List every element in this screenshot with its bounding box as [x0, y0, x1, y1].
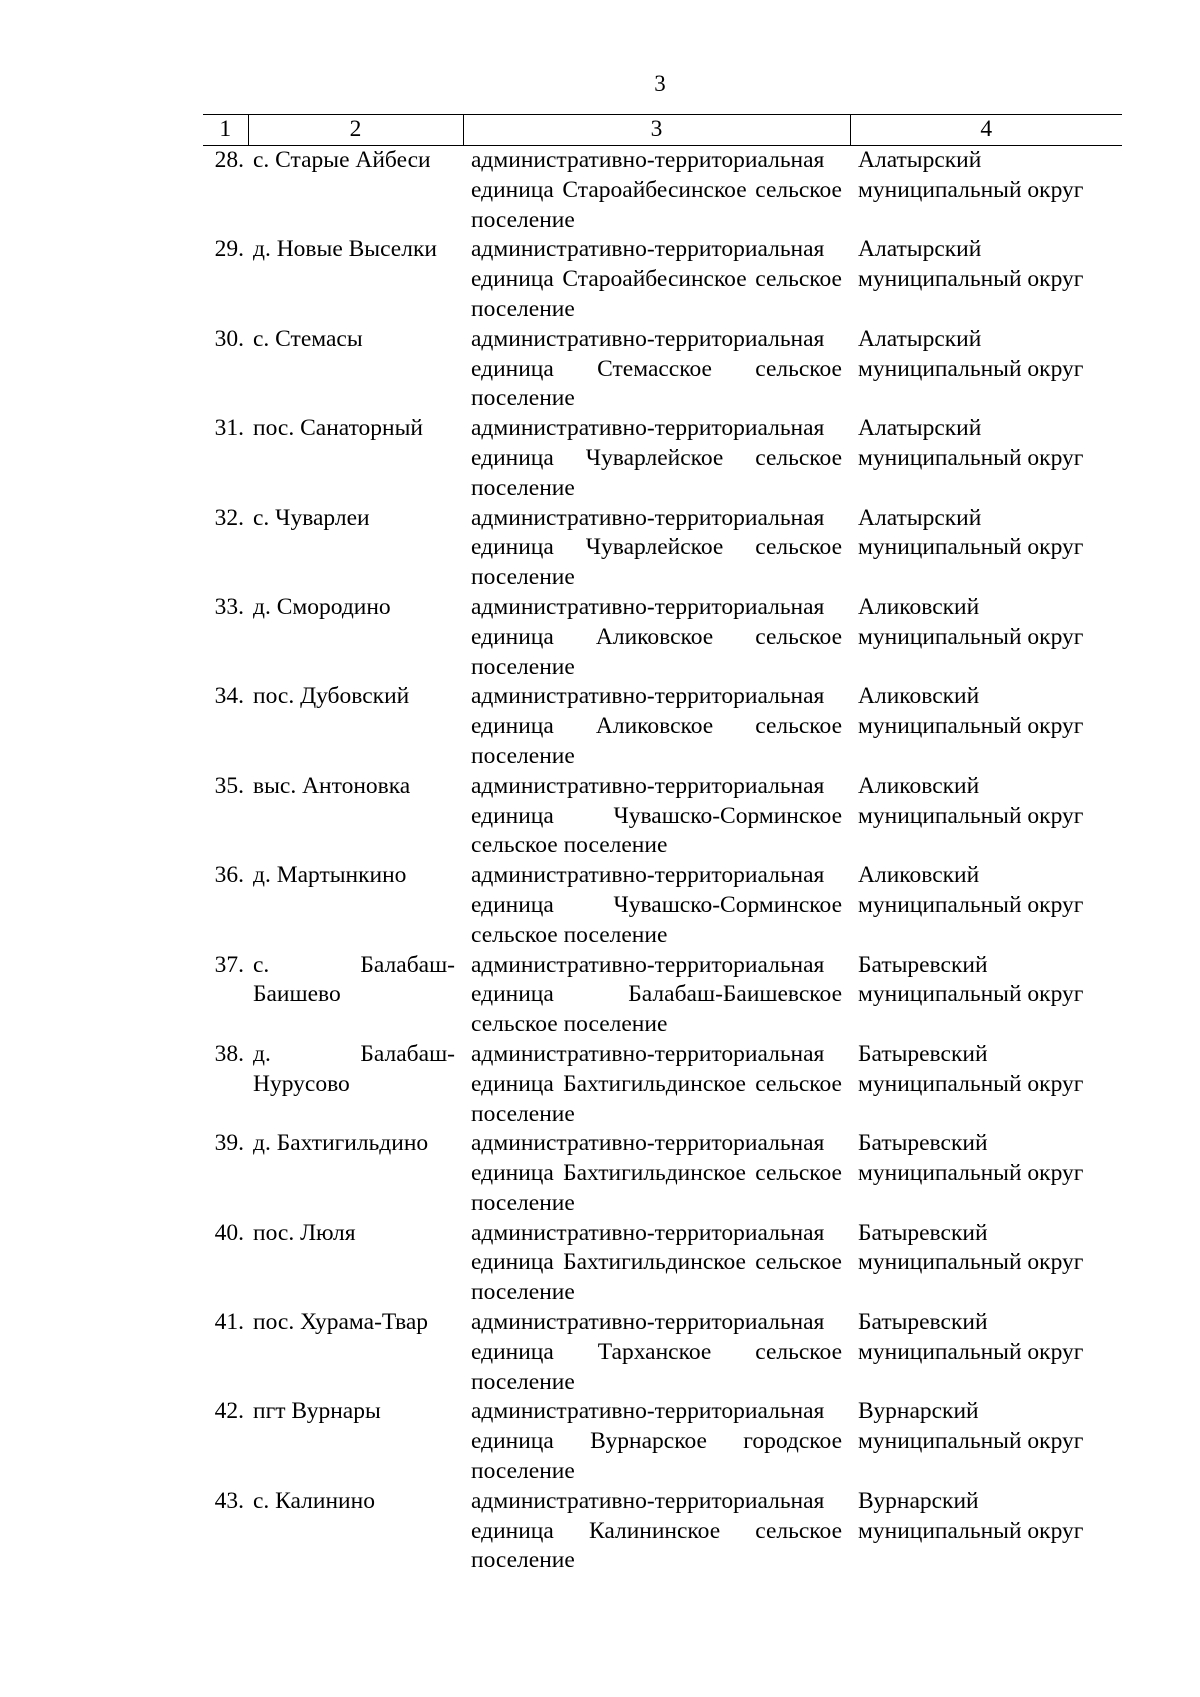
administrative-unit: административно-территориальная единица Чуварлейское сельское поселение — [471, 504, 842, 591]
municipal-district: Батыревский муниципальный округ — [858, 1130, 1084, 1187]
administrative-unit: административно-территориальная единица Староайбесинское сельское поселение — [471, 236, 842, 322]
table-body — [203, 146, 1122, 1577]
table-row — [203, 593, 1122, 682]
row-number: 39. — [214, 1130, 244, 1157]
administrative-unit: административно-территориальная единица Балабаш-Баишевское сельское поселение — [471, 951, 842, 1038]
administrative-unit: административно-территориальная единица Аликовское сельское поселение — [471, 593, 842, 680]
table-row — [203, 951, 1122, 1040]
settlement-name: д. Бахтигильдино — [253, 1130, 429, 1157]
row-number: 36. — [214, 862, 244, 889]
page-number: 3 — [654, 71, 666, 96]
municipal-district: Аликовский муниципальный округ — [858, 862, 1084, 918]
municipal-district: Вурнарский муниципальный округ — [858, 1398, 1084, 1455]
municipal-district: Аликовский муниципальный округ — [858, 593, 1084, 650]
settlement-name: д. Смородино — [253, 593, 391, 620]
settlement-name: с. Калинино — [253, 1487, 375, 1514]
column-header-4: 4 — [850, 115, 1122, 146]
row-number: 40. — [214, 1219, 244, 1246]
table-row — [203, 1308, 1122, 1397]
settlement-name: д. Балабаш-Нурусово — [253, 1040, 455, 1097]
table-row — [203, 772, 1122, 861]
settlement-name: пос. Санаторный — [253, 415, 423, 442]
settlement-name: с. Чуварлеи — [253, 504, 370, 531]
row-number: 42. — [214, 1398, 244, 1425]
row-number: 37. — [214, 951, 244, 978]
table-row — [203, 325, 1122, 414]
administrative-unit: административно-территориальная единица Бахтигильдинское сельское поселение — [471, 1130, 842, 1216]
row-number: 30. — [214, 325, 244, 352]
row-number: 43. — [214, 1487, 244, 1514]
table-row — [203, 1040, 1122, 1129]
table-row — [203, 1219, 1122, 1308]
municipal-district: Алатырский муниципальный округ — [858, 236, 1084, 293]
row-number: 35. — [214, 772, 244, 799]
settlement-name: пос. Люля — [253, 1219, 356, 1246]
column-header-2: 2 — [248, 115, 463, 146]
settlement-name: пгт Вурнары — [253, 1398, 381, 1425]
administrative-unit: административно-территориальная единица Аликовское сельское поселение — [471, 683, 842, 769]
column-header-3: 3 — [463, 115, 850, 146]
table-row — [203, 682, 1122, 771]
municipal-district: Батыревский муниципальный округ — [858, 1219, 1084, 1276]
settlement-name: выс. Антоновка — [253, 772, 411, 799]
settlement-name: д. Новые Выселки — [253, 236, 437, 263]
municipal-district: Аликовский муниципальный округ — [858, 772, 1084, 829]
table-row — [203, 414, 1122, 503]
table-row — [203, 146, 1122, 236]
settlement-name: с. Старые Айбеси — [253, 147, 431, 173]
administrative-unit: административно-территориальная единица Тарханское сельское поселение — [471, 1309, 842, 1395]
settlements-table — [203, 114, 1122, 1576]
table-row — [203, 235, 1122, 324]
row-number: 29. — [214, 236, 244, 263]
column-header-1: 1 — [203, 115, 248, 146]
settlement-name: с. Стемасы — [253, 325, 363, 352]
municipal-district: Алатырский муниципальный округ — [858, 147, 1084, 203]
administrative-unit: административно-территориальная единица Стемасское сельское поселение — [471, 325, 842, 412]
municipal-district: Батыревский муниципальный округ — [858, 1309, 1084, 1365]
table-row — [203, 1397, 1122, 1486]
settlement-name: пос. Хурама-Твар — [253, 1309, 429, 1336]
administrative-unit: административно-территориальная единица Староайбесинское сельское поселение — [471, 147, 842, 233]
administrative-unit: административно-территориальная единица Чувашско-Сорминское сельское поселение — [471, 772, 842, 859]
administrative-unit: административно-территориальная единица Чуварлейское сельское поселение — [471, 415, 842, 501]
row-number: 41. — [214, 1309, 244, 1336]
administrative-unit: административно-территориальная единица Бахтигильдинское сельское поселение — [471, 1219, 842, 1306]
municipal-district: Батыревский муниципальный округ — [858, 1040, 1084, 1097]
municipal-district: Алатырский муниципальный округ — [858, 325, 1084, 382]
settlement-name: д. Мартынкино — [253, 862, 407, 889]
table-row — [203, 861, 1122, 950]
administrative-unit: административно-территориальная единица Вурнарское городское поселение — [471, 1398, 842, 1485]
table-row — [203, 504, 1122, 593]
table-row — [203, 1487, 1122, 1576]
table-header — [203, 115, 1122, 146]
administrative-unit: административно-территориальная единица Чувашско-Сорминское сельское поселение — [471, 862, 842, 948]
row-number: 38. — [214, 1040, 244, 1067]
row-number: 28. — [214, 147, 244, 173]
municipal-district: Вурнарский муниципальный округ — [858, 1487, 1084, 1544]
row-number: 34. — [214, 683, 244, 710]
municipal-district: Алатырский муниципальный округ — [858, 415, 1084, 471]
municipal-district: Батыревский муниципальный округ — [858, 951, 1084, 1008]
table-row — [203, 1129, 1122, 1218]
municipal-district: Аликовский муниципальный округ — [858, 683, 1084, 740]
settlement-name: с. Балабаш-Баишево — [253, 951, 455, 1008]
row-number: 32. — [214, 504, 244, 531]
administrative-unit: административно-территориальная единица Калининское сельское поселение — [471, 1487, 842, 1574]
row-number: 33. — [214, 593, 244, 620]
row-number: 31. — [214, 415, 244, 442]
administrative-unit: административно-территориальная единица Бахтигильдинское сельское поселение — [471, 1040, 842, 1127]
municipal-district: Алатырский муниципальный округ — [858, 504, 1084, 561]
settlement-name: пос. Дубовский — [253, 683, 410, 710]
